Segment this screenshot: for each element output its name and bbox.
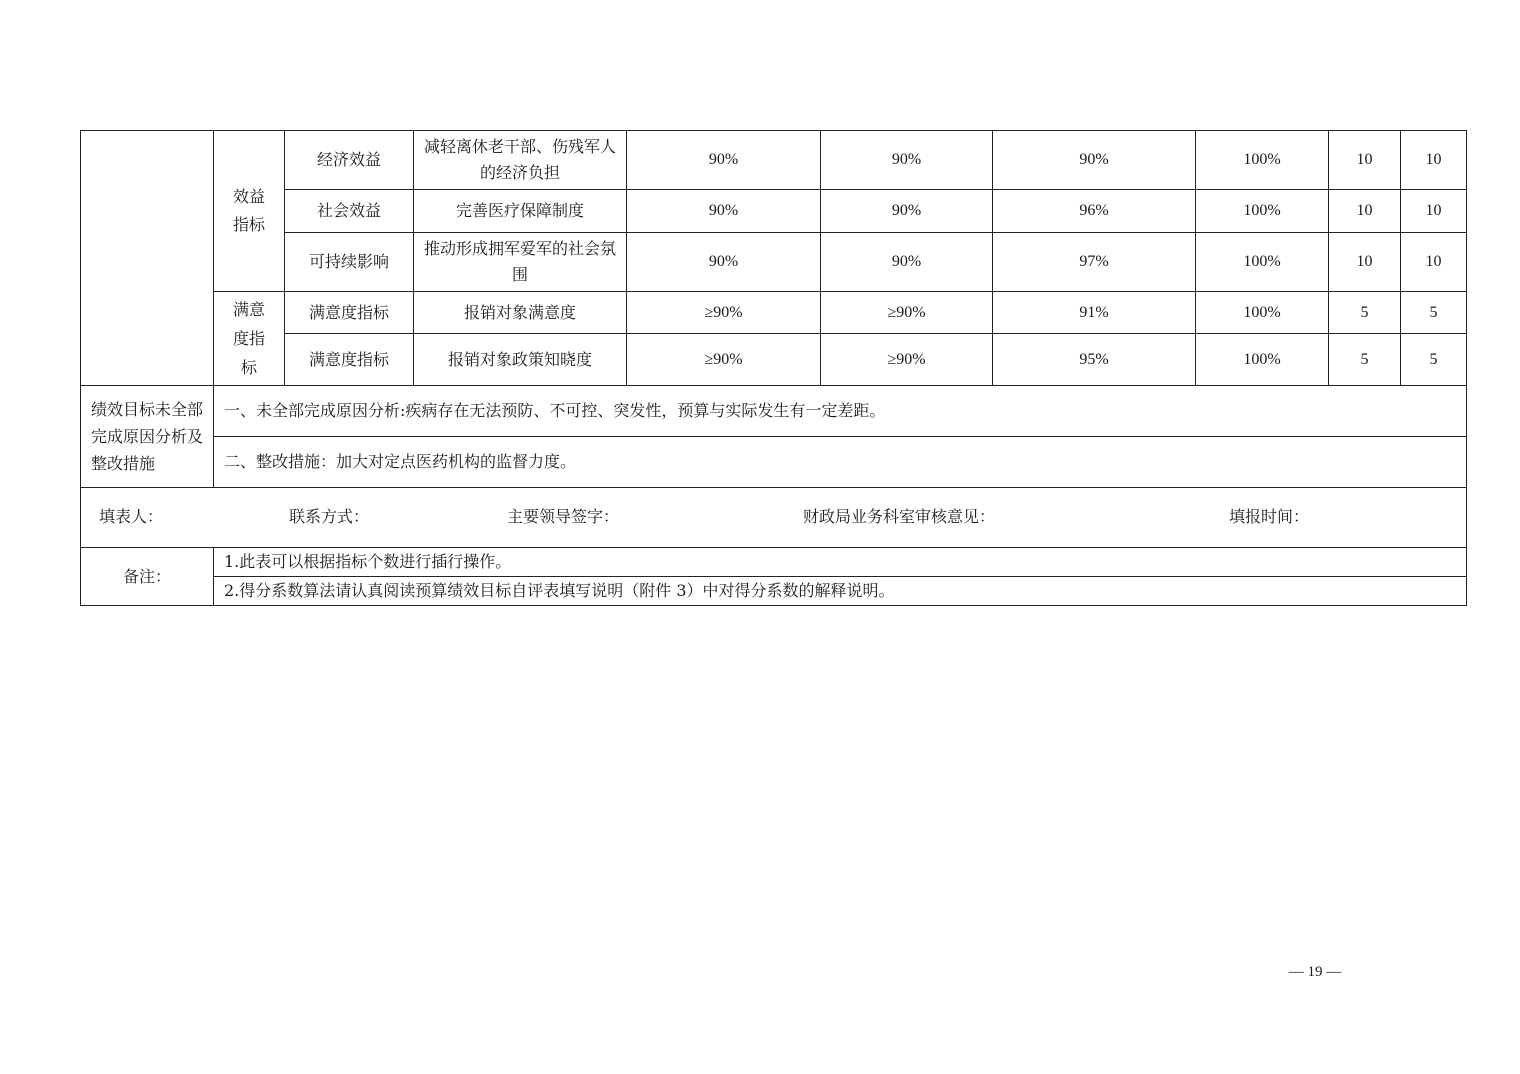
indicator-desc: 减轻离休老干部、伤残军人的经济负担	[414, 131, 627, 190]
analysis-row	[81, 437, 1467, 488]
sub-indicator: 满意度指标	[285, 334, 414, 386]
actual-value: 95%	[993, 334, 1196, 386]
indicator-desc: 推动形成拥军爱军的社会氛围	[414, 233, 627, 292]
empty-category-cell	[81, 131, 214, 386]
planned-value: 90%	[821, 233, 993, 292]
filler-label: 填表人：	[99, 507, 164, 526]
weight: 10	[1329, 233, 1401, 292]
signature-row	[81, 488, 1467, 548]
annual-target: ≥90%	[627, 292, 821, 334]
weight: 10	[1329, 190, 1401, 233]
score: 5	[1401, 292, 1467, 334]
score: 10	[1401, 190, 1467, 233]
completion-rate: 100%	[1196, 131, 1329, 190]
note-2: 2.得分系数算法请认真阅读预算绩效目标自评表填写说明（附件 3）中对得分系数的解释说明。	[214, 577, 1467, 606]
sub-indicator: 经济效益	[285, 131, 414, 190]
annual-target: 90%	[627, 190, 821, 233]
score: 5	[1401, 334, 1467, 386]
analysis-row	[81, 386, 1467, 437]
notes-row	[81, 577, 1467, 606]
table-row	[81, 334, 1467, 386]
analysis-reason: 一、未全部完成原因分析:疾病存在无法预防、不可控、突发性，预算与实际发生有一定差距。	[214, 386, 1467, 437]
analysis-measures: 二、整改措施：加大对定点医药机构的监督力度。	[214, 437, 1467, 488]
signature-cell	[81, 488, 1467, 548]
notes-label: 备注：	[81, 548, 214, 606]
completion-rate: 100%	[1196, 334, 1329, 386]
sub-indicator: 社会效益	[285, 190, 414, 233]
table-row	[81, 131, 1467, 190]
indicator-desc: 报销对象政策知晓度	[414, 334, 627, 386]
indicator-desc: 报销对象满意度	[414, 292, 627, 334]
weight: 5	[1329, 292, 1401, 334]
sub-indicator: 满意度指标	[285, 292, 414, 334]
actual-value: 90%	[993, 131, 1196, 190]
annual-target: ≥90%	[627, 334, 821, 386]
actual-value: 91%	[993, 292, 1196, 334]
fill-time-label: 填报时间：	[1229, 507, 1310, 526]
analysis-label: 绩效目标未全部完成原因分析及整改措施	[81, 386, 214, 488]
table-row	[81, 233, 1467, 292]
table-row	[81, 190, 1467, 233]
weight: 5	[1329, 334, 1401, 386]
completion-rate: 100%	[1196, 233, 1329, 292]
notes-row	[81, 548, 1467, 577]
note-1: 1.此表可以根据指标个数进行插行操作。	[214, 548, 1467, 577]
planned-value: 90%	[821, 190, 993, 233]
completion-rate: 100%	[1196, 190, 1329, 233]
annual-target: 90%	[627, 131, 821, 190]
planned-value: 90%	[821, 131, 993, 190]
indicator-desc: 完善医疗保障制度	[414, 190, 627, 233]
finance-review-label: 财政局业务科室审核意见：	[803, 507, 996, 526]
annual-target: 90%	[627, 233, 821, 292]
category-benefit: 效益指标	[214, 131, 285, 292]
performance-table	[80, 130, 1467, 606]
score: 10	[1401, 233, 1467, 292]
category-satisfaction: 满意度指标	[214, 292, 285, 386]
contact-label: 联系方式：	[289, 507, 370, 526]
leader-sign-label: 主要领导签字：	[507, 507, 620, 526]
page-number: — 19 —	[1288, 964, 1342, 980]
table-row	[81, 292, 1467, 334]
score: 10	[1401, 131, 1467, 190]
actual-value: 96%	[993, 190, 1196, 233]
actual-value: 97%	[993, 233, 1196, 292]
planned-value: ≥90%	[821, 334, 993, 386]
planned-value: ≥90%	[821, 292, 993, 334]
sub-indicator: 可持续影响	[285, 233, 414, 292]
completion-rate: 100%	[1196, 292, 1329, 334]
weight: 10	[1329, 131, 1401, 190]
